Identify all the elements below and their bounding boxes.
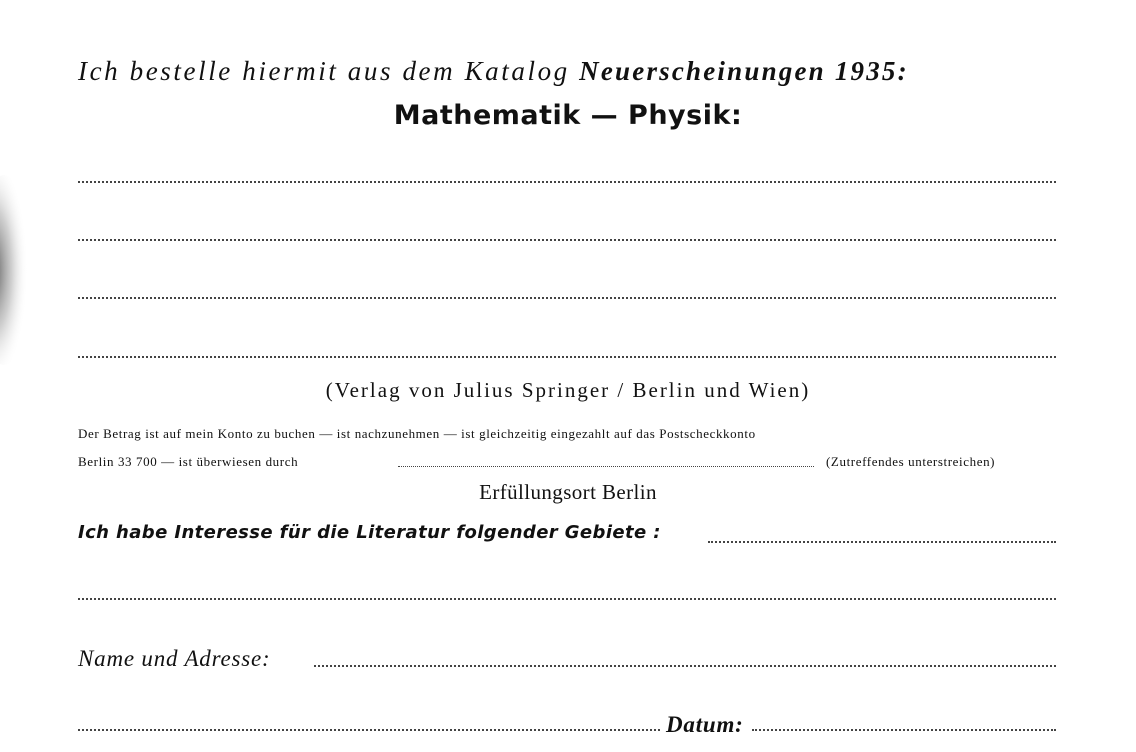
scan-smudge-mark bbox=[0, 160, 42, 390]
order-entry-line-3[interactable] bbox=[78, 297, 1056, 299]
payment-transfer-text: Berlin 33 700 — ist überwiesen durch bbox=[78, 454, 299, 469]
order-entry-line-1[interactable] bbox=[78, 181, 1056, 183]
interest-entry-line-2[interactable] bbox=[78, 598, 1056, 600]
publisher-line: (Verlag von Julius Springer / Berlin und Wien) bbox=[325, 378, 811, 402]
interest-entry-line-1[interactable] bbox=[708, 541, 1056, 543]
order-headline-text: Ich bestelle hiermit aus dem Katalog bbox=[78, 56, 570, 86]
fulfilment-place: Erfüllungsort Berlin bbox=[479, 480, 657, 504]
subject-heading: Mathematik — Physik: bbox=[393, 100, 743, 131]
order-entry-line-2[interactable] bbox=[78, 239, 1056, 241]
catalog-title: Neuerscheinungen 1935: bbox=[579, 56, 909, 86]
interest-label: Ich habe Interesse für die Literatur folgender Gebiete : bbox=[78, 522, 661, 543]
date-label: Datum: bbox=[666, 712, 744, 737]
order-entry-line-4[interactable] bbox=[78, 356, 1056, 358]
order-headline bbox=[78, 56, 1068, 87]
date-entry-line[interactable] bbox=[752, 729, 1056, 731]
transfer-method-line[interactable] bbox=[398, 466, 814, 467]
payment-options-text: Der Betrag ist auf mein Konto zu buchen — ist nachzunehmen — ist gleichzeitig eingezahlt auf das Postscheckkonto bbox=[78, 426, 756, 441]
name-address-label: Name und Adresse: bbox=[78, 646, 271, 671]
name-address-line-1[interactable] bbox=[314, 665, 1056, 667]
name-address-line-2[interactable] bbox=[78, 729, 660, 731]
underline-instruction: (Zutreffendes unterstreichen) bbox=[826, 454, 996, 469]
